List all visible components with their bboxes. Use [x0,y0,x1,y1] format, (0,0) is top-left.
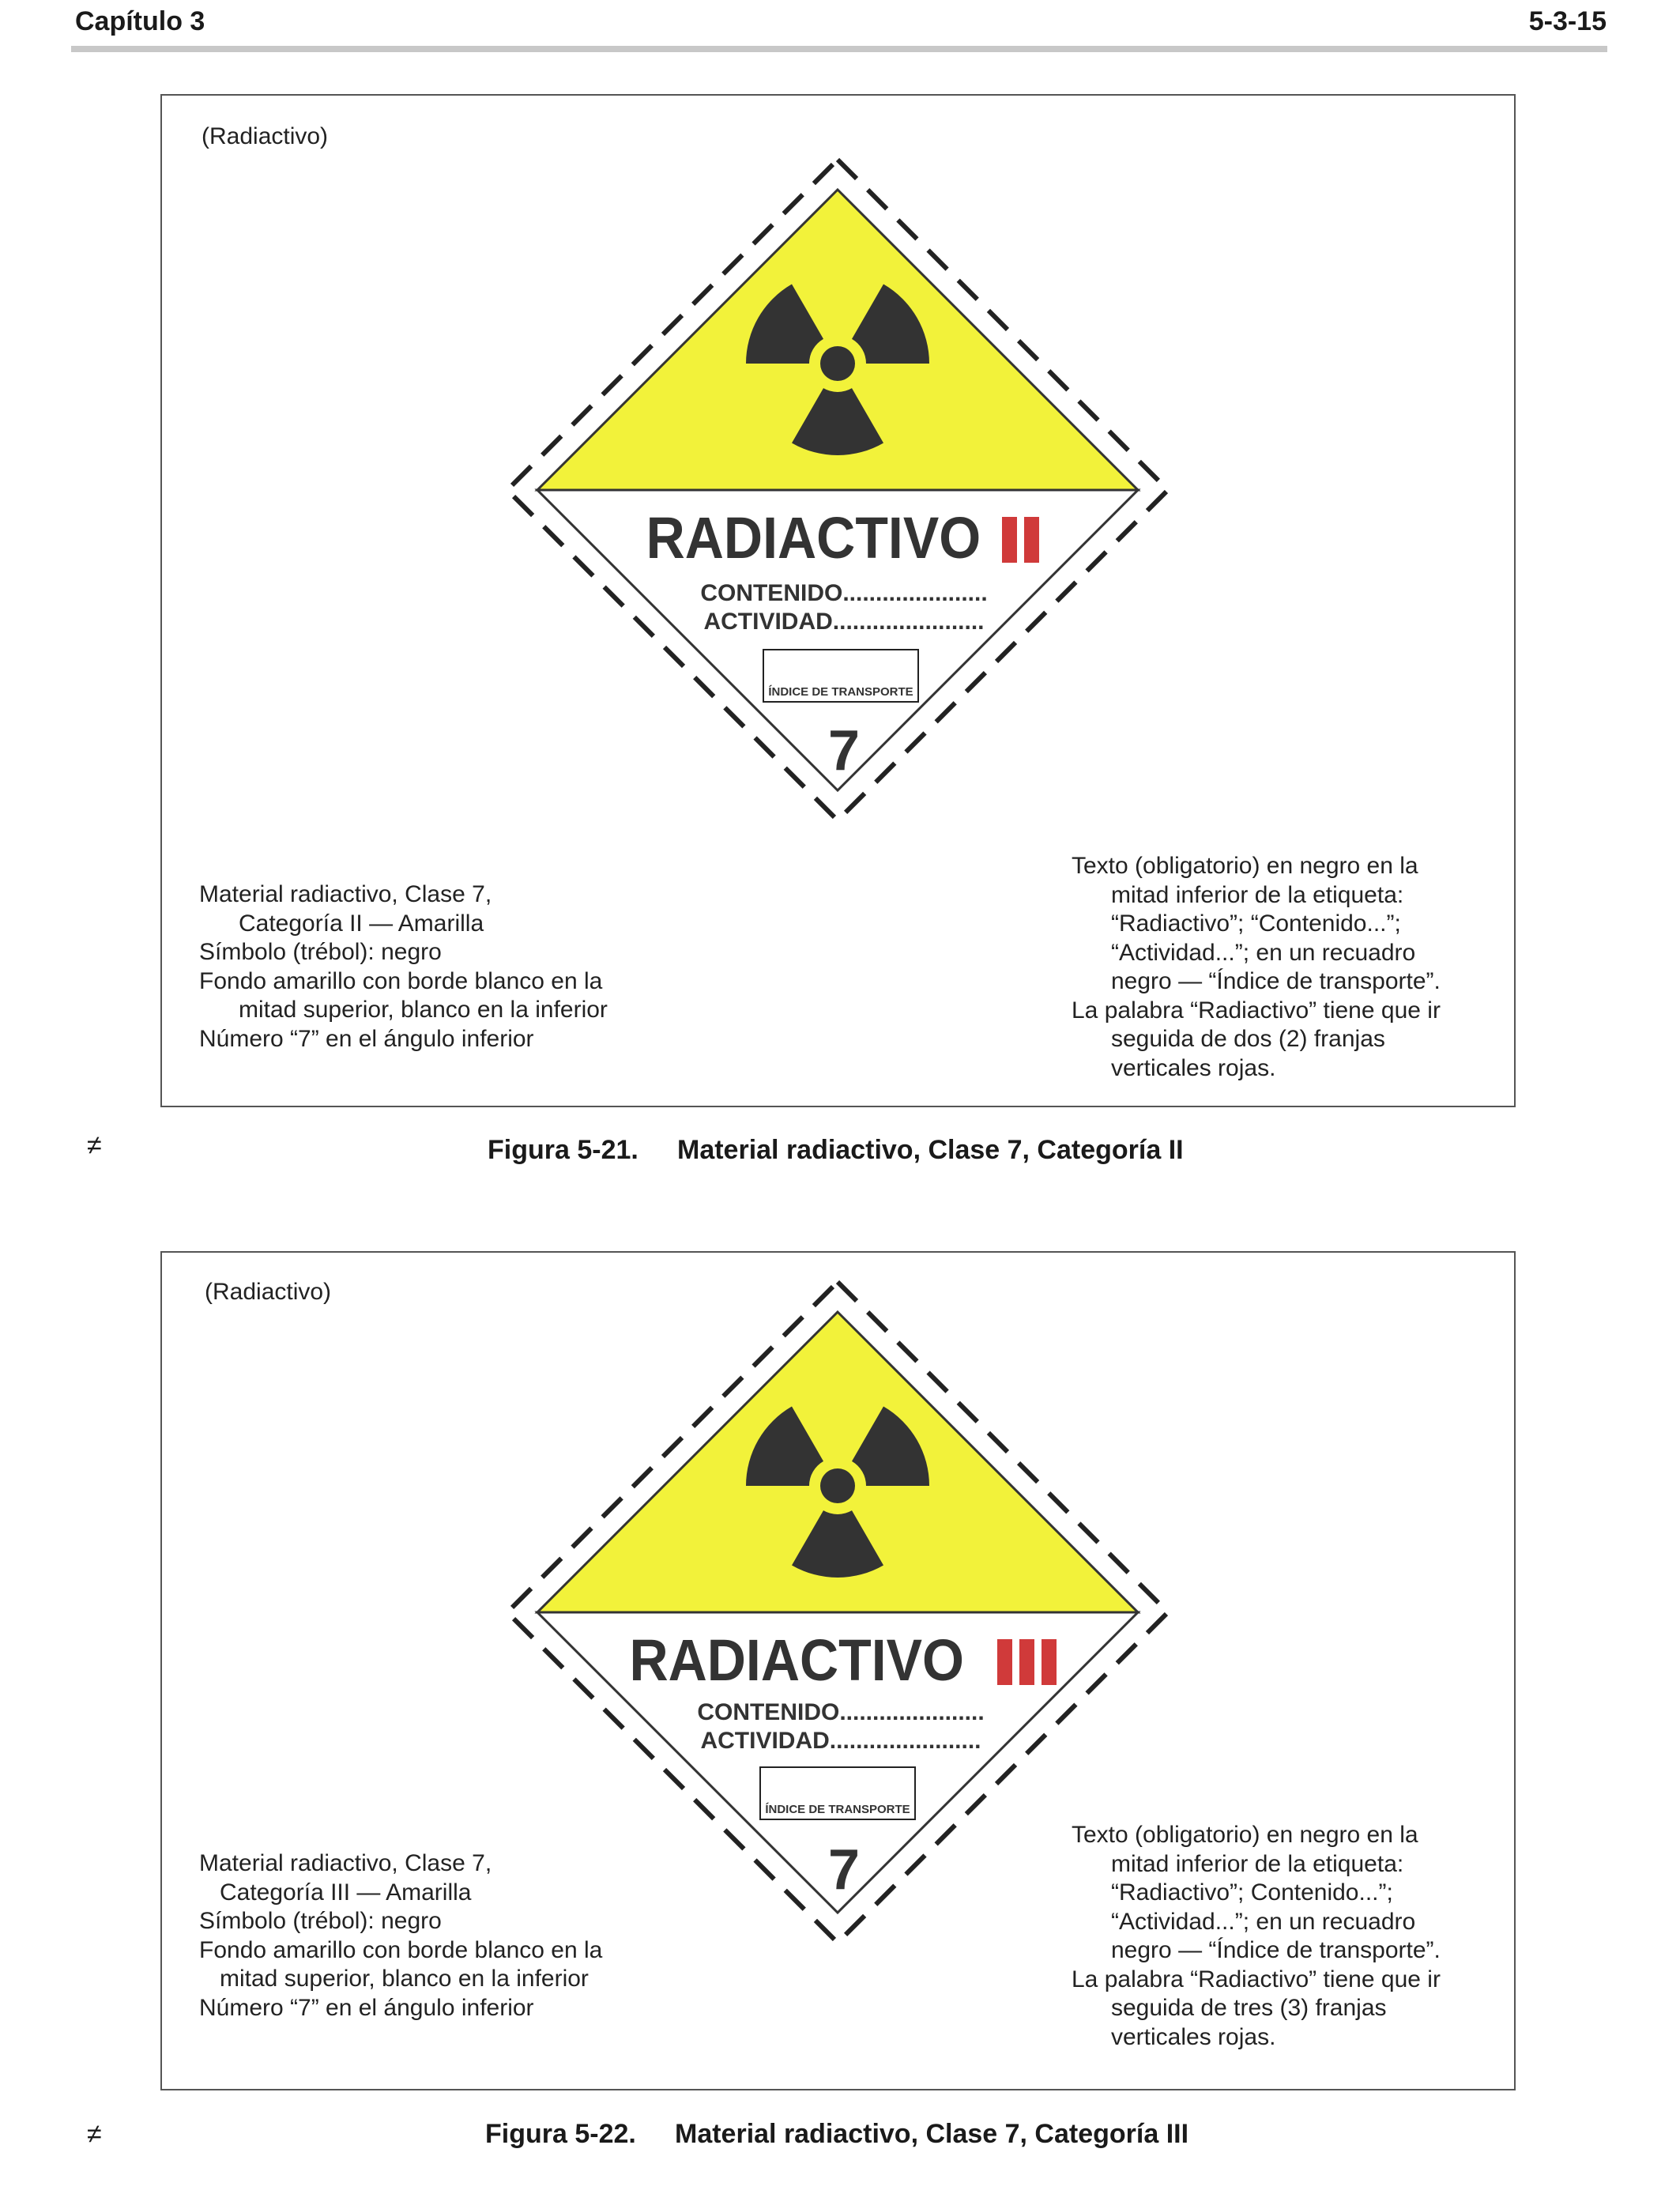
desc-line: mitad superior, blanco en la inferior [220,1966,589,1992]
desc-line: Símbolo (trébol): negro [199,1908,442,1934]
desc-line: “Radiactivo”; Contenido...”; [1111,1879,1393,1906]
right-description [1072,1821,1441,2052]
change-mark: ≠ [87,2119,102,2149]
caption-number: Figura 5-22. [485,2119,636,2149]
desc-line: verticales rojas. [1111,2023,1276,2050]
chapter-title: Capítulo 3 [75,6,205,36]
desc-line: negro — “Índice de transporte”. [1111,1937,1441,1963]
desc-line: Texto (obligatorio) en negro en la [1072,1822,1418,1848]
label-contents: CONTENIDO...................... [700,580,988,606]
desc-line: Número “7” en el ángulo inferior [199,1025,534,1052]
desc-line: mitad inferior de la etiqueta: [1111,1850,1404,1877]
figure-caption [488,1135,1184,1166]
red-stripe [1042,1639,1057,1685]
class-number: 7 [827,719,861,782]
desc-line: Material radiactivo, Clase 7, [199,1850,492,1876]
red-stripe [997,1639,1012,1685]
desc-line: verticales rojas. [1111,1054,1276,1081]
desc-line: negro — “Índice de transporte”. [1111,968,1441,994]
trefoil-center [820,346,855,381]
label-tag: (Radiactivo) [205,1279,332,1305]
desc-line: Texto (obligatorio) en negro en la [1072,853,1418,879]
desc-line: mitad superior, blanco en la inferior [239,997,608,1023]
label-tag: (Radiactivo) [202,123,329,149]
desc-line: La palabra “Radiactivo” tiene que ir [1072,1966,1441,1992]
label-activity: ACTIVIDAD....................... [700,1728,981,1754]
desc-line: “Actividad...”; en un recuadro [1111,939,1416,966]
caption-number: Figura 5-21. [488,1135,638,1165]
red-stripe [1024,517,1039,563]
caption-title: Material radiactivo, Clase 7, Categoría II [677,1135,1184,1165]
figure-caption [485,2119,1188,2150]
desc-line: Fondo amarillo con borde blanco en la [199,1936,603,1963]
label-title: RADIACTIVO [646,506,981,571]
desc-line: seguida de dos (2) franjas [1111,1026,1385,1052]
desc-line: mitad inferior de la etiqueta: [1111,881,1404,908]
transport-index-label: ÍNDICE DE TRANSPORTE [768,685,913,699]
label-contents: CONTENIDO...................... [697,1699,985,1725]
desc-line: “Radiactivo”; “Contenido...”; [1111,910,1401,937]
red-stripe [1019,1639,1034,1685]
label-title: RADIACTIVO [629,1628,965,1694]
header-rule [71,46,1607,52]
desc-line: “Actividad...”; en un recuadro [1111,1908,1416,1935]
desc-line: Categoría II — Amarilla [239,910,484,937]
change-mark: ≠ [87,1130,102,1160]
transport-index-label: ÍNDICE DE TRANSPORTE [765,1803,910,1816]
page-number: 5-3-15 [1528,6,1607,36]
right-description [1072,852,1441,1083]
desc-line: Material radiactivo, Clase 7, [199,881,492,907]
desc-line: Fondo amarillo con borde blanco en la [199,967,603,994]
trefoil-center [820,1468,855,1503]
caption-title: Material radiactivo, Clase 7, Categoría III [675,2119,1189,2149]
radioactive-label [490,142,1185,838]
desc-line: La palabra “Radiactivo” tiene que ir [1072,997,1441,1023]
desc-line: Categoría III — Amarilla [220,1879,472,1906]
desc-line: Número “7” en el ángulo inferior [199,1994,534,2021]
label-activity: ACTIVIDAD....................... [703,609,985,635]
red-stripe [1002,517,1017,563]
left-description [199,880,608,1054]
class-number: 7 [827,1838,861,1902]
desc-line: seguida de tres (3) franjas [1111,1995,1387,2021]
red-stripes [997,1639,1057,1685]
desc-line: Símbolo (trébol): negro [199,939,442,965]
left-description [199,1849,602,2022]
